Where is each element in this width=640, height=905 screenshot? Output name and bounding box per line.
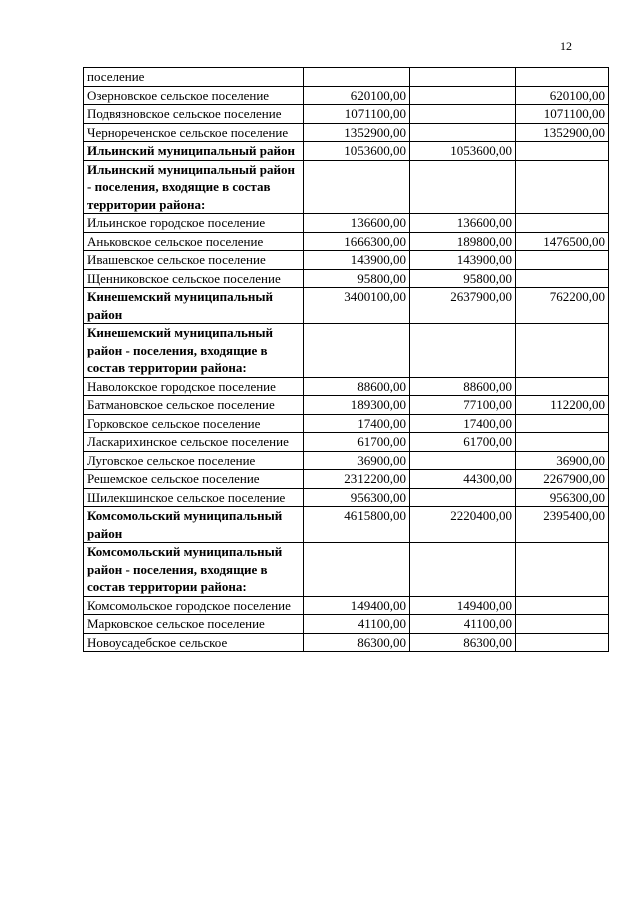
row-col3-cell: 2267900,00 [516,470,609,489]
row-col3-cell [516,543,609,597]
row-col3-cell [516,214,609,233]
row-col2-cell [410,160,516,214]
row-name-cell: Подвязновское сельское поселение [84,105,304,124]
row-col3-cell [516,251,609,270]
row-total-cell [304,68,410,87]
row-col2-cell: 44300,00 [410,470,516,489]
row-name-cell: Аньковское сельское поселение [84,232,304,251]
row-col3-cell: 956300,00 [516,488,609,507]
row-col3-cell [516,269,609,288]
row-col3-cell [516,433,609,452]
row-col2-cell: 17400,00 [410,414,516,433]
table-row [84,288,609,324]
row-name-cell: Шилекшинское сельское поселение [84,488,304,507]
row-total-cell: 956300,00 [304,488,410,507]
row-col2-cell: 136600,00 [410,214,516,233]
row-name-cell: Ильинское городское поселение [84,214,304,233]
table-row [84,123,609,142]
row-col3-cell [516,615,609,634]
row-total-cell [304,543,410,597]
table-row [84,142,609,161]
row-col3-cell: 36900,00 [516,451,609,470]
row-name-cell: Комсомольский муниципальный район [84,507,304,543]
row-total-cell: 1666300,00 [304,232,410,251]
row-col2-cell [410,68,516,87]
row-total-cell [304,324,410,378]
row-col3-cell: 1071100,00 [516,105,609,124]
row-col3-cell: 2395400,00 [516,507,609,543]
row-col2-cell: 189800,00 [410,232,516,251]
row-name-cell: Ильинский муниципальный район [84,142,304,161]
row-total-cell: 86300,00 [304,633,410,652]
table-row [84,68,609,87]
row-total-cell [304,160,410,214]
table-row [84,451,609,470]
row-total-cell: 136600,00 [304,214,410,233]
row-col3-cell [516,68,609,87]
row-total-cell: 4615800,00 [304,507,410,543]
row-col2-cell: 143900,00 [410,251,516,270]
row-name-cell: Озерновское сельское поселение [84,86,304,105]
row-col2-cell [410,451,516,470]
table-row [84,232,609,251]
row-col3-cell [516,377,609,396]
row-total-cell: 17400,00 [304,414,410,433]
table-row [84,470,609,489]
row-total-cell: 41100,00 [304,615,410,634]
row-col2-cell: 61700,00 [410,433,516,452]
row-name-cell: Горковское сельское поселение [84,414,304,433]
budget-table-body [84,68,609,652]
table-row [84,615,609,634]
row-total-cell: 88600,00 [304,377,410,396]
row-name-cell: Ласкарихинское сельское поселение [84,433,304,452]
row-total-cell: 149400,00 [304,596,410,615]
row-col3-cell: 112200,00 [516,396,609,415]
row-col2-cell [410,105,516,124]
row-col2-cell: 149400,00 [410,596,516,615]
table-row [84,214,609,233]
table-row [84,160,609,214]
row-total-cell: 2312200,00 [304,470,410,489]
row-name-cell: Кинешемский муниципальный район [84,288,304,324]
row-col3-cell [516,414,609,433]
row-name-cell: Чернореченское сельское поселение [84,123,304,142]
row-col3-cell: 1476500,00 [516,232,609,251]
row-name-cell: Решемское сельское поселение [84,470,304,489]
row-col3-cell [516,596,609,615]
table-row [84,596,609,615]
row-total-cell: 189300,00 [304,396,410,415]
row-total-cell: 143900,00 [304,251,410,270]
row-name-cell: Новоусадебское сельское [84,633,304,652]
row-name-cell: Ильинский муниципальный район - поселения, входящие в состав территории района: [84,160,304,214]
row-col3-cell [516,633,609,652]
row-col2-cell [410,123,516,142]
row-name-cell: Кинешемский муниципальный район - поселения, входящие в состав территории района: [84,324,304,378]
row-col2-cell: 2637900,00 [410,288,516,324]
row-name-cell: Комсомольское городское поселение [84,596,304,615]
row-col3-cell: 762200,00 [516,288,609,324]
row-total-cell: 620100,00 [304,86,410,105]
row-name-cell: Щенниковское сельское поселение [84,269,304,288]
row-name-cell: поселение [84,68,304,87]
row-name-cell: Ивашевское сельское поселение [84,251,304,270]
page-number: 12 [560,39,572,53]
row-name-cell: Батмановское сельское поселение [84,396,304,415]
row-col2-cell [410,324,516,378]
row-name-cell: Луговское сельское поселение [84,451,304,470]
table-row [84,324,609,378]
row-col2-cell: 41100,00 [410,615,516,634]
row-name-cell: Наволокское городское поселение [84,377,304,396]
row-col3-cell: 620100,00 [516,86,609,105]
table-row [84,433,609,452]
table-row [84,507,609,543]
budget-table [83,67,609,652]
row-col2-cell [410,488,516,507]
row-total-cell: 61700,00 [304,433,410,452]
row-total-cell: 1053600,00 [304,142,410,161]
row-col2-cell [410,543,516,597]
table-row [84,86,609,105]
table-row [84,396,609,415]
row-col3-cell [516,142,609,161]
row-total-cell: 95800,00 [304,269,410,288]
row-total-cell: 1352900,00 [304,123,410,142]
table-row [84,414,609,433]
table-row [84,105,609,124]
row-col3-cell: 1352900,00 [516,123,609,142]
row-col2-cell: 88600,00 [410,377,516,396]
table-row [84,251,609,270]
row-name-cell: Марковское сельское поселение [84,615,304,634]
row-total-cell: 3400100,00 [304,288,410,324]
table-row [84,488,609,507]
row-col2-cell: 77100,00 [410,396,516,415]
row-col3-cell [516,324,609,378]
row-total-cell: 36900,00 [304,451,410,470]
row-col2-cell [410,86,516,105]
table-row [84,269,609,288]
row-col2-cell: 95800,00 [410,269,516,288]
table-row [84,377,609,396]
row-total-cell: 1071100,00 [304,105,410,124]
row-col3-cell [516,160,609,214]
row-col2-cell: 86300,00 [410,633,516,652]
table-row [84,543,609,597]
row-name-cell: Комсомольский муниципальный район - поселения, входящие в состав территории района: [84,543,304,597]
table-row [84,633,609,652]
row-col2-cell: 1053600,00 [410,142,516,161]
row-col2-cell: 2220400,00 [410,507,516,543]
